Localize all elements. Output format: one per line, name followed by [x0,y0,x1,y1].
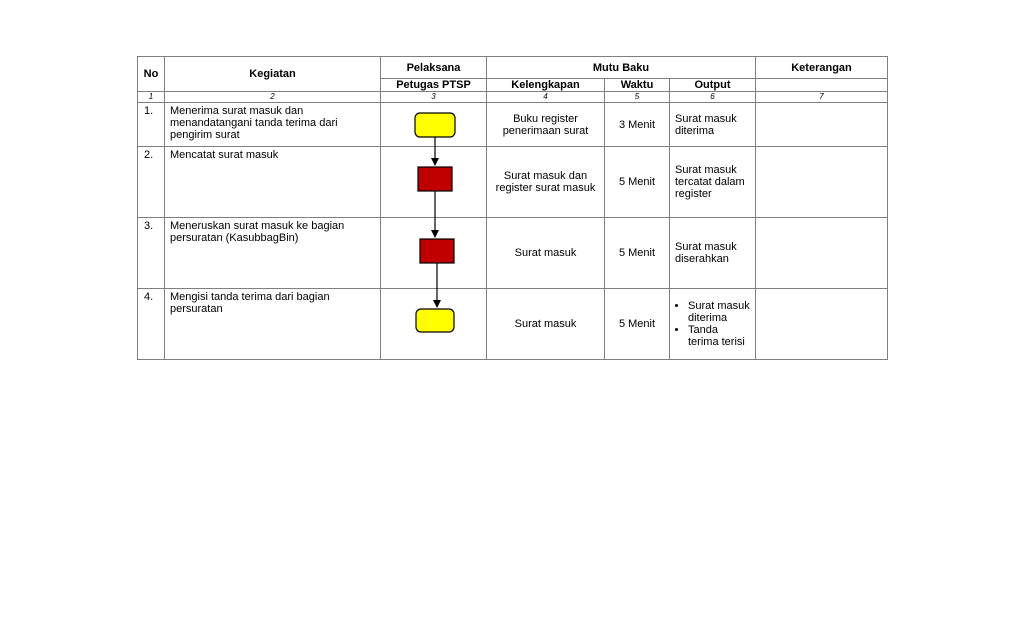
header-kegiatan: Kegiatan [165,57,381,92]
row-output: Surat masuk tercatat dalam register [670,147,756,218]
row-kegiatan: Mengisi tanda terima dari bagian persuratan [165,289,381,360]
header-keterangan: Keterangan [756,57,888,79]
row-keterangan [756,289,888,360]
row-keterangan [756,103,888,147]
table-row [138,218,888,289]
row-number: 3. [138,218,165,289]
row-kegiatan: Meneruskan surat masuk ke bagian persuratan (KasubbagBin) [165,218,381,289]
header-output: Output [670,79,756,92]
row-output: Surat masuk diterima [670,103,756,147]
row-waktu: 5 Menit [605,147,670,218]
row-number: 2. [138,147,165,218]
row-kelengkapan: Surat masuk [487,289,605,360]
row-keterangan [756,147,888,218]
row-waktu: 5 Menit [605,289,670,360]
row-output-list-cell [670,289,756,360]
header-petugas: Petugas PTSP [381,79,487,92]
row-kegiatan: Mencatat surat masuk [165,147,381,218]
column-index: 6 [670,92,756,103]
column-index: 3 [381,92,487,103]
row-number: 1. [138,103,165,147]
row-flow-cell [381,147,487,218]
column-index: 4 [487,92,605,103]
sop-table [137,56,888,360]
table-row [138,147,888,218]
row-kelengkapan: Buku register penerimaan surat [487,103,605,147]
row-flow-cell [381,289,487,360]
column-index: 1 [138,92,165,103]
table-row [138,103,888,147]
header-keterangan-sub [756,79,888,92]
row-kegiatan: Menerima surat masuk dan menandatangani tanda terima dari pengirim surat [165,103,381,147]
row-flow-cell [381,218,487,289]
column-index: 5 [605,92,670,103]
row-waktu: 3 Menit [605,103,670,147]
row-output: Surat masuk diserahkan [670,218,756,289]
output-list [675,300,750,348]
row-kelengkapan: Surat masuk dan register surat masuk [487,147,605,218]
header-pelaksana: Pelaksana [381,57,487,79]
column-index-row [138,92,888,103]
row-kelengkapan: Surat masuk [487,218,605,289]
row-number: 4. [138,289,165,360]
header-mutu-baku: Mutu Baku [487,57,756,79]
column-index: 2 [165,92,381,103]
row-flow-cell [381,103,487,147]
row-keterangan [756,218,888,289]
output-list-item: • Surat masuk diterima [688,300,750,324]
table-row [138,289,888,360]
header-waktu: Waktu [605,79,670,92]
header-no: No [138,57,165,92]
output-list-item: • Tanda terima terisi [688,324,750,348]
header-row-1 [138,57,888,79]
row-waktu: 5 Menit [605,218,670,289]
header-kelengkapan: Kelengkapan [487,79,605,92]
column-index: 7 [756,92,888,103]
